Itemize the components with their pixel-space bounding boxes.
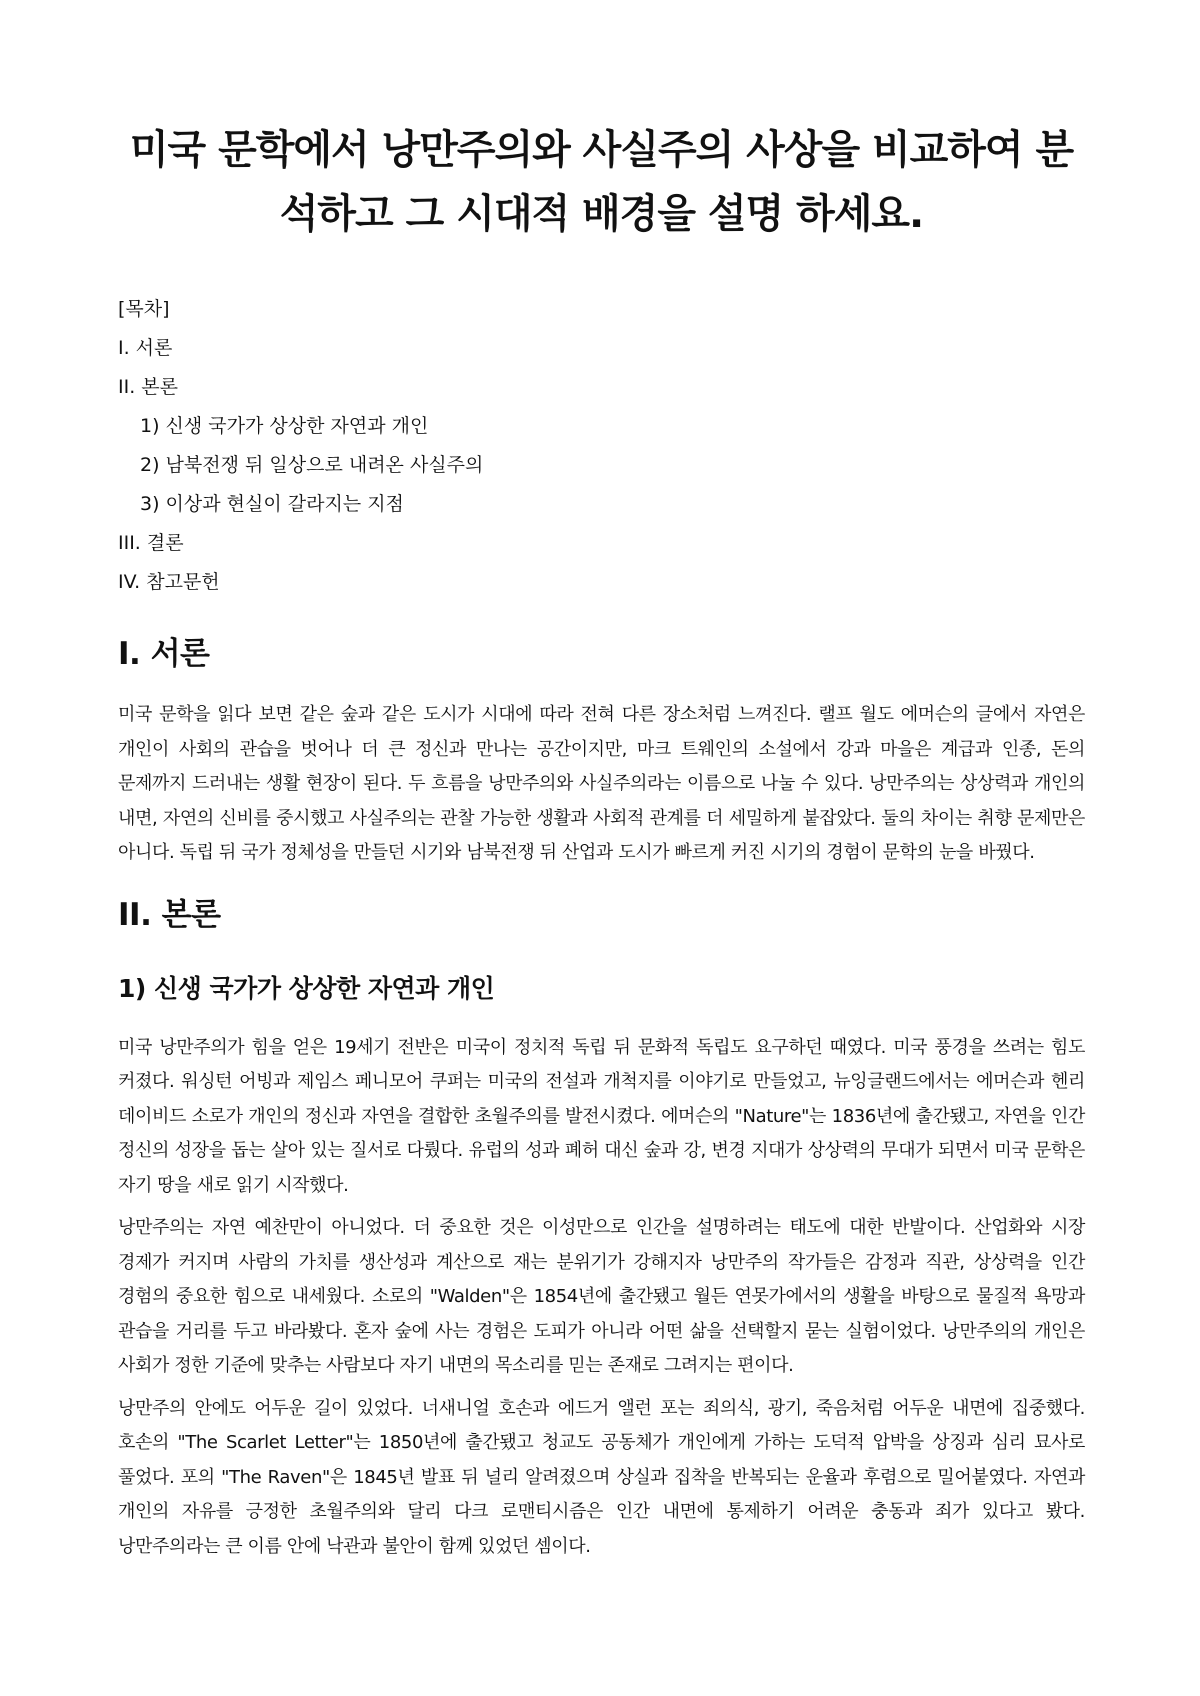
toc-subitem-3: 3) 이상과 현실이 갈라지는 지점 bbox=[140, 493, 404, 515]
body-heading: II. 본론 bbox=[118, 896, 221, 933]
introduction-section bbox=[118, 630, 1085, 871]
toc-header: [목차] bbox=[118, 298, 170, 320]
body-paragraph: 낭만주의는 자연 예찬만이 아니었다. 더 중요한 것은 이성만으로 인간을 설명하려는 태도에 대한 반발이다. 산업화와 시장 경제가 커지며 사람의 가치를 생산성과 계산으로 재는 분위기가 강해지자 낭만주의 작가들은 감정과 직관, 상상력을 인간 경험의 중요한 힘으로 내세웠다. 소로의 "Walden"은 1854년에 출간됐고 월든 연못가에서의 생활을 바탕으로 물질적 욕망과 관습을 거리를 두고 바라봤다. 혼자 숲에 사는 경험은 도피가 아니라 어떤 삶을 선택할지 묻는 실험이었다. 낭만주의의 개인은 사회가 정한 기준에 맞추는 사람보다 자기 내면의 목소리를 믿는 존재로 그려지는 편이다. bbox=[118, 1217, 1085, 1376]
subsection-1 bbox=[118, 969, 1085, 1565]
body-paragraph: 낭만주의 안에도 어두운 길이 있었다. 너새니얼 호손과 에드거 앨런 포는 죄의식, 광기, 죽음처럼 어두운 내면에 집중했다. 호손의 "The Scarlet Letter"는 1850년에 출간됐고 청교도 공동체가 개인에게 가하는 도덕적 압박을 상징과 심리 묘사로 풀었다. 포의 "The Raven"은 1845년 발표 뒤 널리 알려졌으며 상실과 집착을 반복되는 운율과 후렴으로 밀어붙였다. 자연과 개인의 자유를 긍정한 초월주의와 달리 다크 로맨티시즘은 인간 내면에 통제하기 어려운 충동과 죄가 있다고 봤다. 낭만주의라는 큰 이름 안에 낙관과 불안이 함께 있었던 셈이다. bbox=[118, 1397, 1085, 1557]
subsection-1-heading: 1) 신생 국가가 상상한 자연과 개인 bbox=[118, 973, 495, 1003]
introduction-paragraph: 미국 문학을 읽다 보면 같은 숲과 같은 도시가 시대에 따라 전혀 다른 장소처럼 느껴진다. 랠프 월도 에머슨의 글에서 자연은 개인이 사회의 관습을 벗어나 더 큰 정신과 만나는 공간이지만, 마크 트웨인의 소설에서 강과 마을은 계급과 인종, 돈의 문제까지 드러내는 생활 현장이 된다. 두 흐름을 낭만주의와 사실주의라는 이름으로 나눌 수 있다. 낭만주의는 상상력과 개인의 내면, 자연의 신비를 중시했고 사실주의는 관찰 가능한 생활과 사회적 관계를 더 세밀하게 붙잡았다. 둘의 차이는 취향 문제만은 아니다. 독립 뒤 국가 정체성을 만들던 시기와 남북전쟁 뒤 산업과 도시가 빠르게 커진 시기의 경험이 문학의 눈을 바꿨다. bbox=[118, 704, 1085, 863]
body-paragraph: 미국 낭만주의가 힘을 얻은 19세기 전반은 미국이 정치적 독립 뒤 문화적 독립도 요구하던 때였다. 미국 풍경을 쓰려는 힘도 커졌다. 워싱턴 어빙과 제임스 페니모어 쿠퍼는 미국의 전설과 개척지를 이야기로 만들었고, 뉴잉글랜드에서는 에머슨과 헨리 데이비드 소로가 개인의 정신과 자연을 결합한 초월주의를 발전시켰다. 에머슨의 "Nature"는 1836년에 출간됐고, 자연을 인간 정신의 성장을 돕는 살아 있는 질서로 다뤘다. 유럽의 성과 폐허 대신 숲과 강, 변경 지대가 상상력의 무대가 되면서 미국 문학은 자기 땅을 새로 읽기 시작했다. bbox=[118, 1036, 1085, 1196]
introduction-heading: I. 서론 bbox=[118, 636, 210, 672]
toc-subitem-2: 2) 남북전쟁 뒤 일상으로 내려온 사실주의 bbox=[140, 454, 484, 476]
toc-item-introduction: I. 서론 bbox=[118, 337, 173, 359]
document-title: 미국 문학에서 낭만주의와 사실주의 사상을 비교하여 분석하고 그 시대적 배경을 설명 하세요. bbox=[129, 127, 1074, 237]
toc-subitem-1: 1) 신생 국가가 상상한 자연과 개인 bbox=[140, 415, 429, 437]
table-of-contents bbox=[118, 290, 1085, 602]
toc-item-conclusion: III. 결론 bbox=[118, 532, 184, 554]
toc-item-body: II. 본론 bbox=[118, 376, 178, 398]
body-section bbox=[118, 891, 1085, 1565]
toc-item-references: IV. 참고문헌 bbox=[118, 571, 220, 593]
